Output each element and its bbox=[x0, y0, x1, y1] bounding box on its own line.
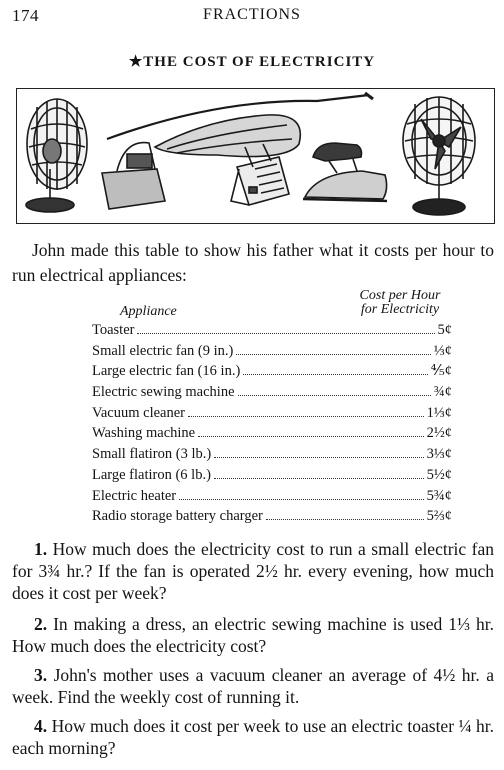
page-number: 174 bbox=[12, 6, 39, 25]
running-title: FRACTIONS bbox=[203, 6, 301, 23]
question-text: How much does the electricity cost to run a small electric fan for 3¾ hr.? If the fan is operated 2½ hr. every evening, how much does it cost per week? bbox=[12, 539, 494, 603]
table-row bbox=[92, 322, 452, 343]
page-header bbox=[12, 6, 492, 28]
appliance-cost: 5½¢ bbox=[426, 466, 452, 483]
question-text: How much does it cost per week to use an electric toaster ¼ hr. each morning? bbox=[12, 716, 494, 758]
appliance-cost: ¾¢ bbox=[433, 384, 452, 401]
appliance-name: Toaster bbox=[92, 322, 135, 338]
appliance-name: Radio storage battery charger bbox=[92, 508, 263, 525]
appliance-name: Electric sewing machine bbox=[92, 384, 235, 401]
appliance-cost-table bbox=[92, 322, 452, 529]
dot-leader bbox=[179, 499, 424, 500]
dot-leader bbox=[198, 436, 424, 437]
intro-paragraph: John made this table to show his father what it costs per hour to run electrical appliances: bbox=[12, 240, 494, 285]
dot-leader bbox=[188, 416, 424, 417]
appliances-drawing bbox=[17, 89, 494, 223]
question-number: 2. bbox=[34, 614, 48, 634]
question-number: 3. bbox=[34, 665, 48, 685]
question-number: 1. bbox=[34, 539, 48, 559]
appliance-cost: 5⅔¢ bbox=[426, 508, 452, 525]
table-row bbox=[92, 446, 452, 467]
appliance-name: Small flatiron (3 lb.) bbox=[92, 446, 212, 463]
dot-leader bbox=[214, 478, 424, 479]
dot-leader bbox=[243, 374, 427, 375]
appliance-cost: 1⅓¢ bbox=[426, 404, 452, 421]
table-row bbox=[92, 384, 452, 405]
table-row bbox=[92, 343, 452, 364]
section-title: ★THE COST OF ELECTRICITY bbox=[128, 54, 376, 70]
table-row bbox=[92, 508, 452, 529]
column-header-cost-line2: for Electricity bbox=[360, 302, 440, 317]
table-row bbox=[92, 467, 452, 488]
table-row bbox=[92, 405, 452, 426]
appliance-cost: ⅘¢ bbox=[430, 363, 452, 380]
appliance-name: Large flatiron (6 lb.) bbox=[92, 466, 211, 483]
dot-leader bbox=[214, 457, 423, 458]
question-text: John's mother uses a vacuum cleaner an average of 4½ hr. a week. Find the weekly cost of running it. bbox=[12, 665, 495, 707]
column-header-cost bbox=[352, 289, 448, 317]
appliance-cost: 3⅓¢ bbox=[426, 446, 452, 463]
question-text: In making a dress, an electric sewing machine is used 1⅓ hr. How much does the electricity cost? bbox=[12, 614, 494, 656]
table-row bbox=[92, 425, 452, 446]
dot-leader bbox=[266, 519, 424, 520]
appliance-name: Washing machine bbox=[92, 425, 196, 442]
column-header-appliance: Appliance bbox=[120, 304, 177, 319]
appliance-cost: 2½¢ bbox=[426, 425, 452, 442]
appliance-name: Large electric fan (16 in.) bbox=[92, 363, 241, 380]
appliances-illustration bbox=[16, 88, 495, 224]
dot-leader bbox=[236, 354, 431, 355]
appliance-cost: 5¾¢ bbox=[426, 487, 452, 504]
appliance-name: Small electric fan (9 in.) bbox=[92, 342, 234, 359]
appliance-name: Vacuum cleaner bbox=[92, 404, 185, 421]
question-3 bbox=[12, 664, 494, 708]
question-2 bbox=[12, 613, 494, 657]
appliance-cost: ⅓¢ bbox=[433, 342, 452, 359]
table-row bbox=[92, 488, 452, 509]
question-number: 4. bbox=[34, 716, 48, 736]
dot-leader bbox=[137, 333, 434, 334]
question-1 bbox=[12, 538, 494, 604]
question-4 bbox=[12, 715, 494, 759]
column-header-cost-line1: Cost per Hour bbox=[359, 288, 441, 303]
table-row bbox=[92, 363, 452, 384]
appliance-name: Electric heater bbox=[92, 487, 177, 504]
dot-leader bbox=[238, 395, 431, 396]
appliance-cost: 5¢ bbox=[437, 322, 452, 338]
